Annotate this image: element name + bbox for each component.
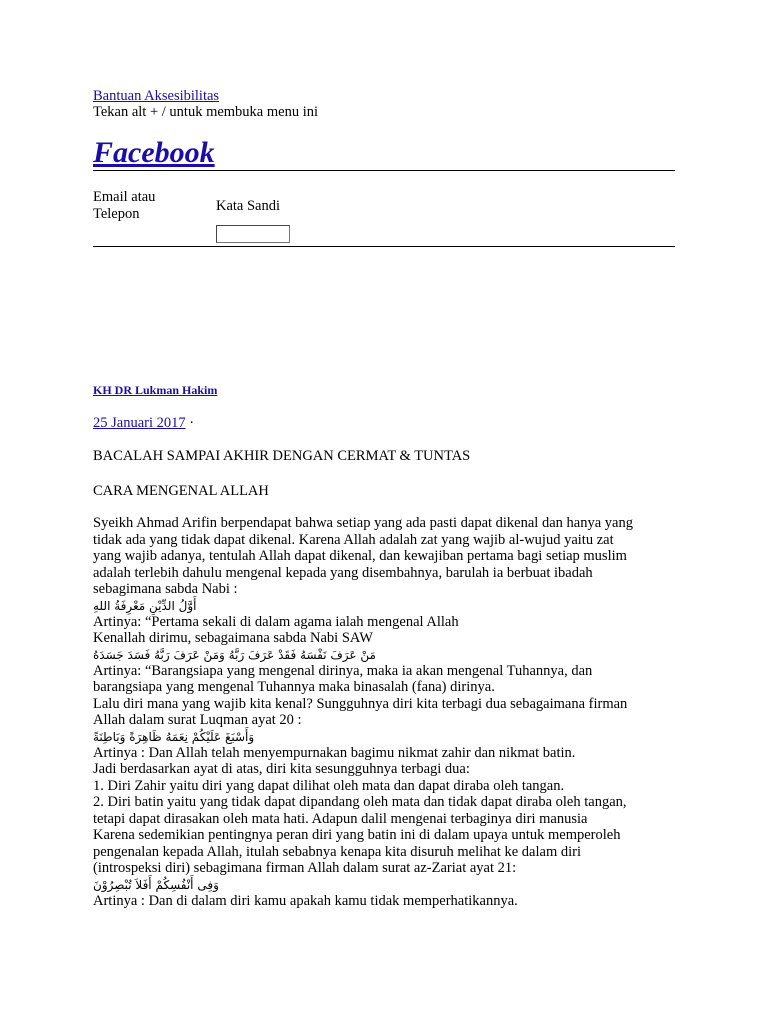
post-body-line: Kenallah dirimu, sebagaimana sabda Nabi SAW: [93, 630, 373, 646]
post-body-line: yang wajib adanya, tentulah Allah dapat dikenal, dan kewajiban pertama bagi setiap muslim: [93, 548, 627, 564]
date-separator: ·: [185, 415, 195, 431]
post-body-line: barangsiapa yang mengenal Tuhannya maka binasalah (fana) dirinya.: [93, 679, 495, 695]
post-heading-1: BACALAH SAMPAI AKHIR DENGAN CERMAT & TUNTAS: [93, 448, 471, 464]
post-body-line: Artinya: “Barangsiapa yang mengenal dirinya, maka ia akan mengenal Tuhannya, dan: [93, 662, 593, 679]
post-body: [93, 515, 683, 909]
post-body-line: tidak ada yang tidak dapat dikenal. Karena Allah adalah zat yang wajib al-wujud yaitu zat: [93, 531, 614, 548]
arabic-verse-1: أَوَّلُ الدِّيْنِ مَعْرِفَةُ اللهِ: [93, 598, 197, 613]
post-body-line: Syeikh Ahmad Arifin berpendapat bahwa setiap yang ada pasti dapat dikenal dan hanya yang: [93, 515, 633, 531]
post-date-line: [93, 415, 194, 432]
post-body-line: (introspeksi diri) sebagimana firman Allah dalam surat az-Zariat ayat 21:: [93, 860, 517, 876]
accessibility-hint: Tekan alt + / untuk membuka menu ini: [93, 104, 319, 120]
post-body-line: Artinya: “Pertama sekali di dalam agama ialah mengenal Allah: [93, 613, 459, 630]
post-body-line: Jadi berdasarkan ayat di atas, diri kita sesungguhnya terbagi dua:: [93, 761, 470, 777]
facebook-logo-link[interactable]: Facebook: [93, 136, 215, 169]
password-input[interactable]: [216, 225, 290, 243]
arabic-verse-2: مَنْ عَرَفَ نَفْسَهُ فَقَدْ عَرَفَ رَبَّهُ وَمَنْ عَرَفَ رَبَّهُ فَسَدَ جَسَدَهُ: [93, 647, 376, 662]
arabic-verse-4: وَفِى أَنْفُسِكُمْ أَفَلاَ تُبْصِرُوْنَ: [93, 877, 219, 892]
post-body-line: adalah terlebih dahulu mengenal kepada yang disembahnya, barulah ia berbuat ibadah: [93, 564, 593, 581]
post-body-line: Lalu diri mana yang wajib kita kenal? Sungguhnya diri kita terbagi dua sebagaimana firman: [93, 695, 628, 712]
login-divider: [93, 246, 675, 247]
arabic-verse-3: وَأَسْبَغَ عَلَيْكُمْ نِعَمَهُ ظَاهِرَةً وَبَاطِنَةً: [93, 729, 255, 744]
post-date-link[interactable]: 25 Januari 2017: [93, 415, 186, 431]
post-body-line: Artinya : Dan Allah telah menyempurnakan bagimu nikmat zahir dan nikmat batin.: [93, 744, 576, 761]
post-body-line: tetapi dapat dirasakan oleh mata hati. Adapun dalil mengenai terbaginya diri manusia: [93, 810, 588, 827]
accessibility-help-link[interactable]: Bantuan Aksesibilitas: [93, 88, 220, 104]
post-body-line: sebagimana sabda Nabi :: [93, 581, 238, 597]
password-label: Kata Sandi: [216, 198, 281, 214]
post-author-link[interactable]: KH DR Lukman Hakim: [93, 383, 218, 397]
post-body-line: Karena sedemikian pentingnya peran diri yang batin ini di dalam upaya untuk memperoleh: [93, 827, 621, 843]
email-label: Email atau Telepon: [93, 189, 156, 222]
post-body-line: pengenalan kepada Allah, itulah sebabnya kenapa kita disuruh melihat ke dalam diri: [93, 843, 582, 860]
post-body-line: Artinya : Dan di dalam diri kamu apakah kamu tidak memperhatikannya.: [93, 892, 518, 909]
post-body-line: 1. Diri Zahir yaitu diri yang dapat dilihat oleh mata dan dapat diraba oleh tangan.: [93, 777, 565, 794]
post-heading-2: CARA MENGENAL ALLAH: [93, 483, 269, 499]
facebook-header: [93, 136, 675, 171]
post-body-line: 2. Diri batin yaitu yang tidak dapat dipandang oleh mata dan tidak dapat diraba oleh tangan,: [93, 794, 627, 810]
post-body-line: Allah dalam surat Luqman ayat 20 :: [93, 712, 302, 728]
